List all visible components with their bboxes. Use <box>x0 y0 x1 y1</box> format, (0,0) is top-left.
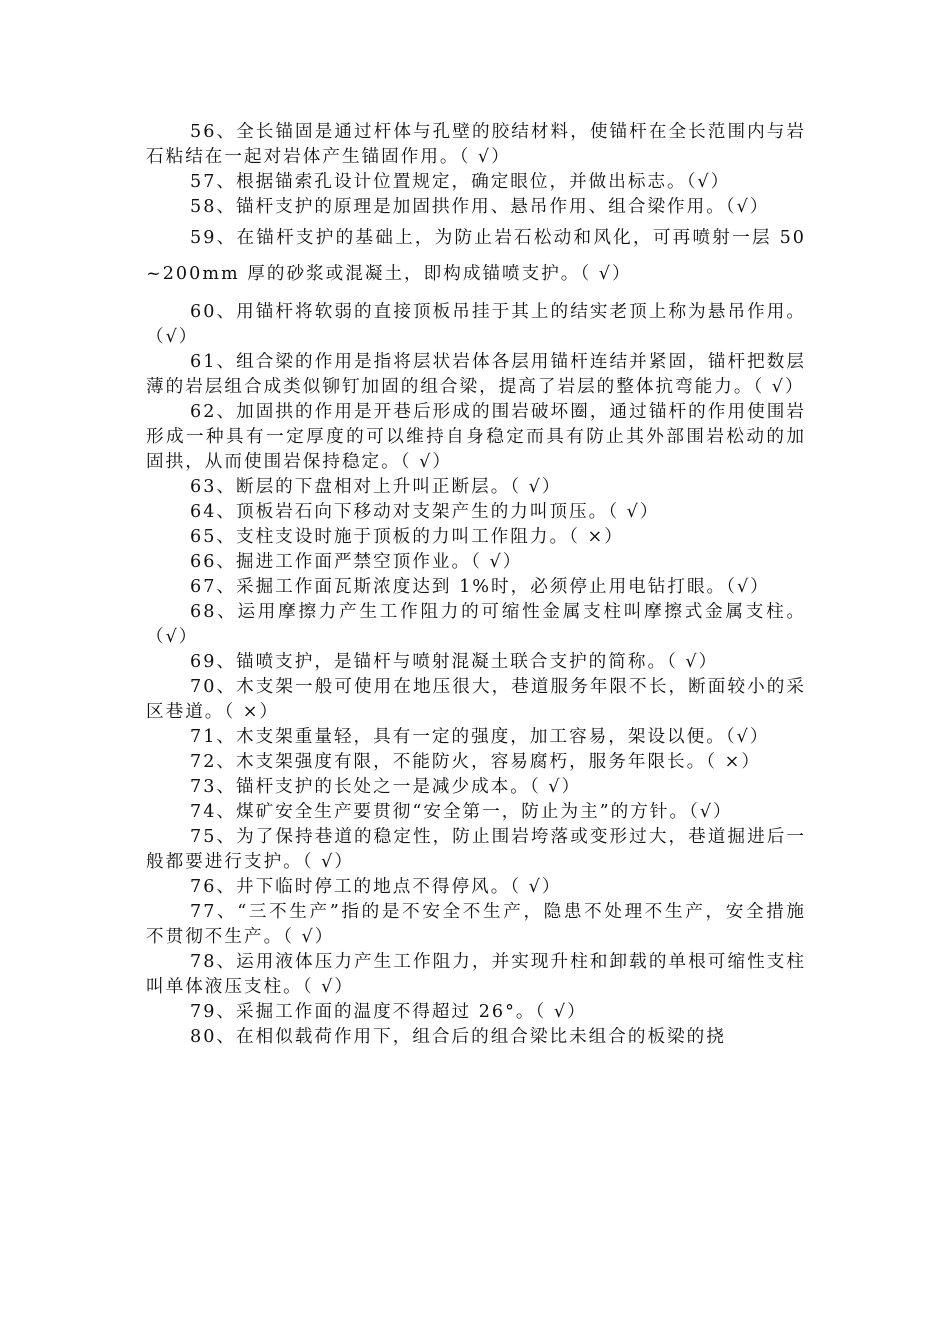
list-item: 75、为了保持巷道的稳定性，防止围岩垮落或变形过大，巷道掘进后一般都要进行支护。（ √） <box>146 827 806 872</box>
list-item: 70、木支架一般可使用在地压很大，巷道服务年限不长，断面较小的采区巷道。（ ×） <box>146 677 806 722</box>
list-item: 73、锚杆支护的长处之一是减少成本。（ √） <box>190 777 582 797</box>
list-item: 57、根据锚索孔设计位置规定，确定眼位，并做出标志。（√） <box>190 172 731 192</box>
list-item: 61、组合梁的作用是指将层状岩体各层用锚杆连结并紧固，锚杆把数层薄的岩层组合成类似铆钉加固的组合梁，提高了岩层的整体抗弯能力。（ √） <box>146 352 806 397</box>
list-item: 71、木支架重量轻，具有一定的强度，加工容易，架设以便。（√） <box>190 727 770 747</box>
list-item: 56、全长锚固是通过杆体与孔壁的胶结材料，使锚杆在全长范围内与岩石粘结在一起对岩体产生锚固作用。（ √） <box>146 122 806 167</box>
list-item: 65、支柱支设时施于顶板的力叫工作阻力。（ ×） <box>190 527 624 547</box>
question-list <box>146 120 806 1050</box>
list-item: 64、顶板岩石向下移动对支架产生的力叫顶压。（ √） <box>190 502 660 522</box>
list-item: 67、采掘工作面瓦斯浓度达到 1%时，必须停止用电钻打眼。（√） <box>190 577 770 597</box>
list-item: 68、运用摩擦力产生工作阻力的可缩性金属支柱叫摩擦式金属支柱。（√） <box>146 602 806 647</box>
list-item: 59、在锚杆支护的基础上，为防止岩石松动和风化，可再喷射一层 50~200mm 厚的砂浆或混凝土，即构成锚喷支护。（ √） <box>146 228 806 284</box>
list-item: 74、煤矿安全生产要贯彻“安全第一，防止为主”的方针。（√） <box>190 802 733 822</box>
list-item: 60、用锚杆将软弱的直接顶板吊挂于其上的结实老顶上称为悬吊作用。（√） <box>146 302 806 347</box>
list-item: 63、断层的下盘相对上升叫正断层。（ √） <box>190 477 562 497</box>
list-item: 69、锚喷支护，是锚杆与喷射混凝土联合支护的简称。（ √） <box>190 652 719 672</box>
list-item: 62、加固拱的作用是开巷后形成的围岩破坏圈，通过锚杆的作用使围岩形成一种具有一定厚度的可以维持自身稳定而具有防止其外部围岩松动的加固拱，从而使围岩保持稳定。（ √） <box>146 402 806 472</box>
list-item: 78、运用液体压力产生工作阻力，并实现升柱和卸载的单根可缩性支柱叫单体液压支柱。（ √） <box>146 952 806 997</box>
list-item: 80、在相似载荷作用下，组合后的组合梁比未组合的板梁的挠 <box>190 1027 726 1047</box>
list-item: 77、“三不生产”指的是不安全不生产，隐患不处理不生产，安全措施不贯彻不生产。（ √） <box>146 902 806 947</box>
list-item: 79、采掘工作面的温度不得超过 26°。（ √） <box>190 1002 587 1022</box>
list-item: 66、掘进工作面严禁空顶作业。（ √） <box>190 552 523 572</box>
list-item: 72、木支架强度有限，不能防火，容易腐朽，服务年限长。（ ×） <box>190 752 761 772</box>
list-item: 76、井下临时停工的地点不得停风。（ √） <box>190 877 562 897</box>
list-item: 58、锚杆支护的原理是加固拱作用、悬吊作用、组合梁作用。（√） <box>190 197 770 217</box>
